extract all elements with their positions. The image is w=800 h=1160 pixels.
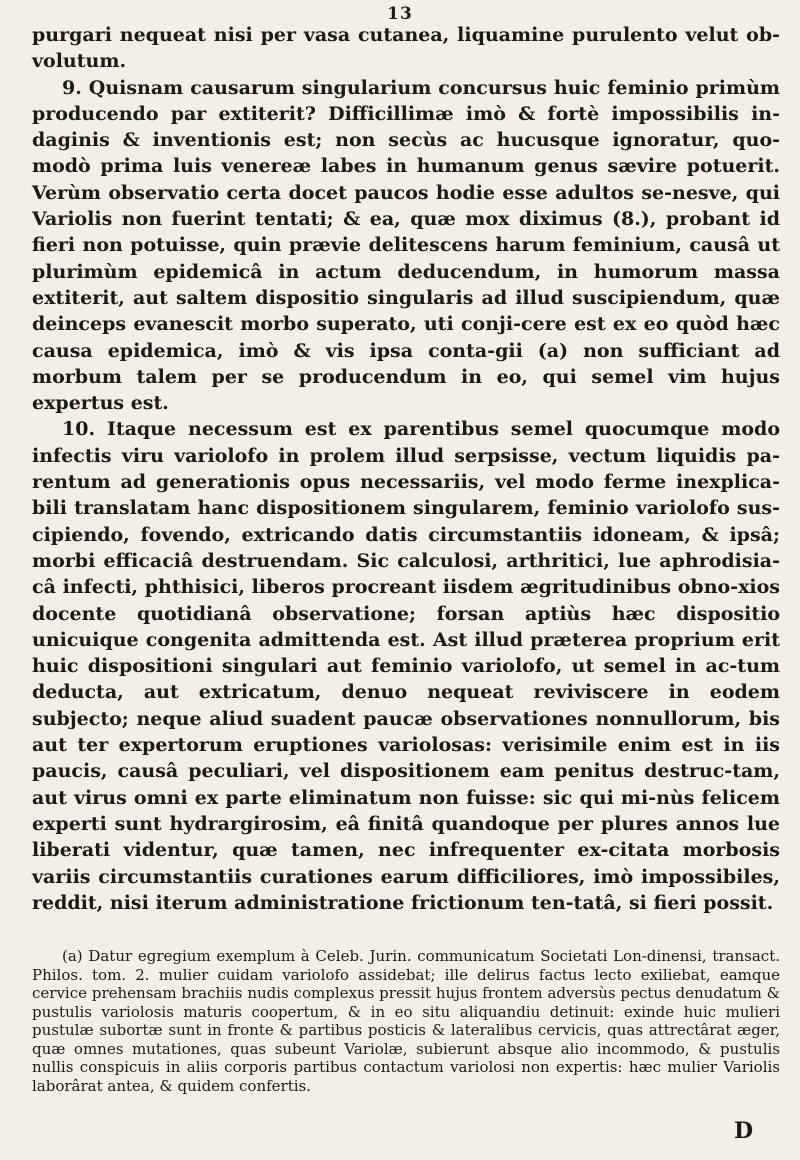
main-text — [32, 22, 780, 916]
page-number: 13 — [387, 4, 413, 24]
footnote-a: (a) Datur egregium exemplum à Celeb. Jurin. communicatum Societati Lon-dinensi, transact. Philos. tom. 2. mulier cuidam variolofo assidebat; ille delirus factus lecto exiliebat, eamque cervice prehensam brachiis nudis complexus pressit hujus frontem adversùs pectus denudatum & pustulis variolosis maturis coopertum, & in eo situ aliquandiu detinuit: exinde huic mulieri pustulæ subortæ sunt in fronte & partibus posticis & lateralibus cervicis, quas attrectârat æger, quæ omnes mutationes, quas subeunt Variolæ, subierunt absque alio incommodo, & pustulis nullis conspicuis in aliis corporis partibus contactum variolosi non expertis: hæc mulier Variolis laborârat antea, & quidem confertis. — [32, 947, 780, 1095]
signature-mark: D — [734, 1118, 754, 1144]
footnote-block — [32, 947, 780, 1095]
paragraph-10: 10. Itaque necessum est ex parentibus semel quocumque modo infectis viru variolofo in prolem illud serpsisse, vectum liquidis pa-rentum ad generationis opus necessariis, vel modo ferme inexplica-bili translatam hanc dispositionem singularem, feminio variolofo sus-cipiendo, fovendo, extricando datis circumstantiis idoneam, & ipsâ; morbi efficaciâ destruendam. Sic calculosi, arthritici, lue aphrodisia-câ infecti, phthisici, liberos procreant iisdem ægritudinibus obno-xios docente quotidianâ observatione; forsan aptiùs hæc dispositio unicuique congenita admittenda est. Ast illud præterea proprium erit huic dispositioni singulari aut feminio variolofo, ut semel in ac-tum deducta, aut extricatum, denuo nequeat reviviscere in eodem subjecto; neque aliud suadent paucæ observationes nonnullorum, bis aut ter expertorum eruptiones variolosas: verisimile enim est in iis paucis, causâ peculiari, vel dispositionem eam penitus destruc-tam, aut virus omni ex parte eliminatum non fuisse: sic qui mi-nùs felicem experti sunt hydrargirosim, eâ finitâ quandoque per plures annos lue liberati videntur, quæ tamen, nec infrequenter ex-citata morbosis variis circumstantiis curationes earum difficiliores, imò impossibiles, reddit, nisi iterum administratione frictionum ten-tatâ, si fieri possit. — [32, 418, 780, 914]
paragraph-9: 9. Quisnam causarum singularium concursus huic feminio primùm producendo par extiterit? Difficillimæ imò & fortè impossibilis in-daginis & inventionis est; non secùs ac hucusque ignoratur, quo-modò prima luis venereæ labes in humanum genus sævire potuerit. Verùm observatio certa docet paucos hodie esse adultos se-nesve, qui Variolis non fuerint tentati; & ea, quæ mox diximus (8.), probant id fieri non potuisse, quin prævie delitescens harum feminium, causâ ut plurimùm epidemicâ in actum deducendum, in humorum massa extiterit, aut saltem dispositio singularis ad illud suscipiendum, quæ deinceps evanescit morbo superato, uti conji-cere est ex eo quòd hæc causa epidemica, imò & vis ipsa conta-gii (a) non sufficiant ad morbum talem per se producendum in eo, qui semel vim hujus expertus est. — [32, 76, 780, 415]
paragraph-continuation: purgari nequeat nisi per vasa cutanea, liquamine purulento velut ob-volutum. — [32, 24, 780, 73]
